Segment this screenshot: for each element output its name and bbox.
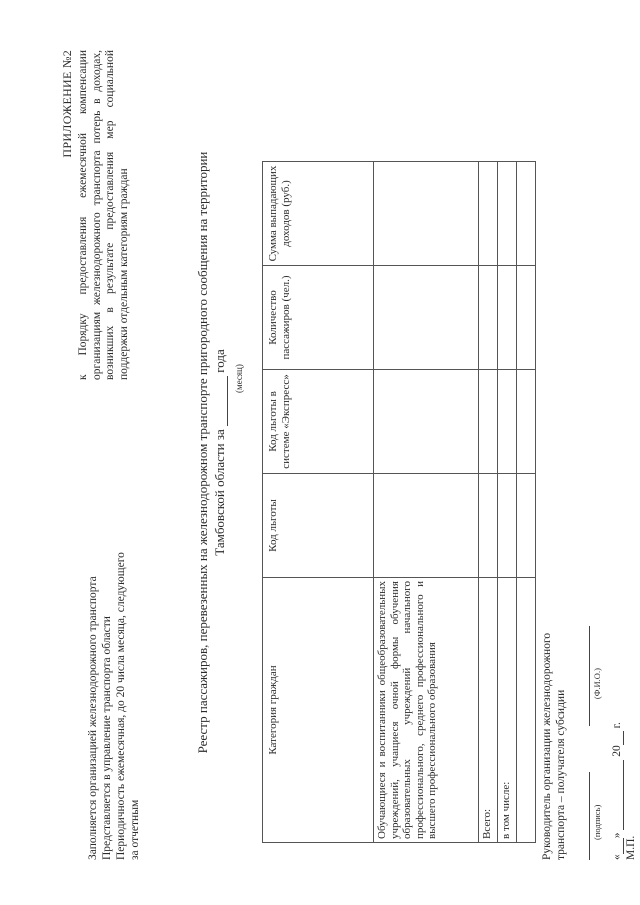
date-line [610,626,624,860]
empty-cell [517,370,536,474]
empty-cell [374,474,479,578]
table-row [479,162,498,843]
month-blank [215,376,228,426]
header-express-code: Код льготы в системе «Экспресс» [263,370,374,474]
empty-cell [498,474,517,578]
header-lost-income: Сумма выпадающих доходов (руб.) [263,162,374,266]
empty-cell [517,578,536,843]
procedure-reference: к Порядку предоставления ежемесячной компенсации организациям железнодорожного транспорта потерь в доходах, возникших в результате предоставления мер социальной поддержки отдельным категориям граждан [77,50,130,380]
category-cell: Обучающиеся и воспитанники общеобразовательных учреждений, учащиеся очной формы обучения образовательных учреждений начального профессионального, среднего профессионального и высшего профессионального образования [374,578,479,843]
header-instructions [86,480,142,860]
appendix-title: ПРИЛОЖЕНИЕ №2 [60,50,74,158]
empty-cell [517,162,536,266]
name-caption: (Ф.И.О.) [592,668,602,700]
year-blank [623,731,624,745]
document-title-line-1: Реестр пассажиров, перевезенных на железнодорожном транспорте пригородного сообщения на территории [195,151,210,754]
title-year-word: года [212,349,227,373]
appendix-block [60,50,131,380]
empty-cell [374,162,479,266]
year-suffix: г. [611,722,623,729]
total-label-cell: Всего: [479,578,498,843]
month-caption: (месяц) [234,364,244,393]
signature-block [540,626,638,860]
empty-cell [498,370,517,474]
year-prefix: 20 [611,745,623,757]
header-line-3: Периодичность ежемесячная, до 20 числа месяца, следующего [115,552,127,860]
header-line-2: Представляется в управление транспорта области [101,616,113,860]
date-quote-close: » [611,832,623,839]
table-header-row [263,162,374,843]
table-row [498,162,517,843]
date-quote-open: « [611,854,623,860]
empty-cell [498,266,517,370]
document-title-line-2 [212,0,228,905]
header-benefit-code: Код льготы [263,474,374,578]
table-row [374,162,479,843]
empty-cell [479,370,498,474]
empty-cell [479,474,498,578]
empty-cell [479,266,498,370]
sign-caption: (подпись) [592,804,602,840]
title-region: Тамбовской области за [212,429,227,556]
header-passenger-count: Количество пассажиров (чел.) [263,266,374,370]
signature-captions [590,626,604,860]
empty-cell [479,162,498,266]
header-category: Категория граждан [263,578,374,843]
empty-cell [517,266,536,370]
registry-table [262,161,536,843]
empty-cell [374,370,479,474]
empty-cell [517,474,536,578]
stamp-mark: М.П. [625,835,637,860]
empty-cell [374,266,479,370]
empty-cell [498,162,517,266]
month-name-blank [623,760,624,830]
header-line-4: за отчетным [129,799,141,860]
signatory-line-2: транспорта – получателя субсидии [555,689,567,860]
signature-lines [576,626,590,860]
including-label-cell: в том числе: [498,578,517,843]
signatory-line-1: Руководитель организации железнодорожного [541,632,553,860]
header-line-1: Заполняется организацией железнодорожного транспорта [87,576,99,860]
table-row [517,162,536,843]
